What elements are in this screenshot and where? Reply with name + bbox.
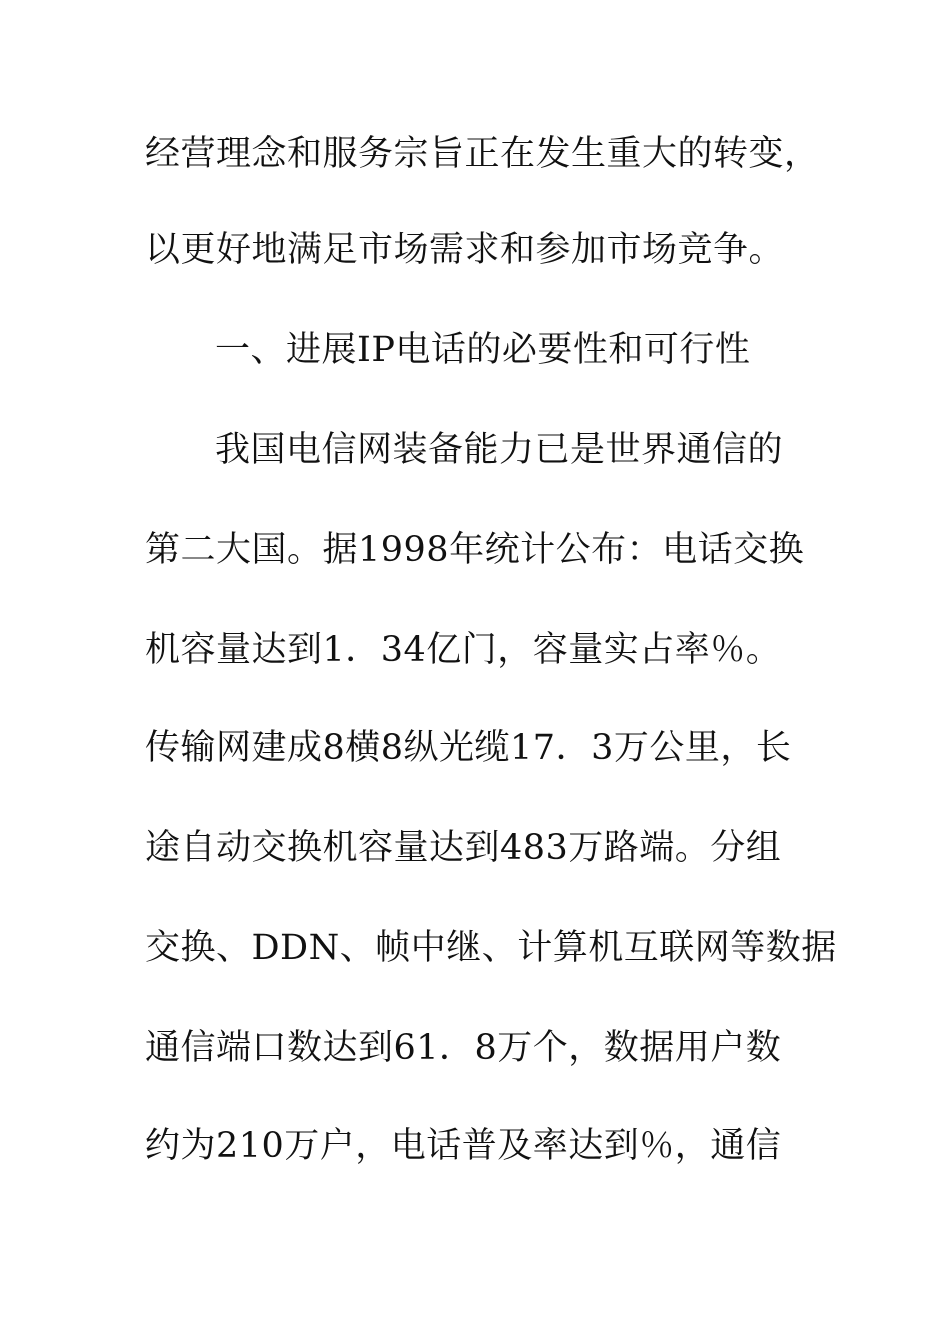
section-heading: 一、进展IP电话的必要性和可行性 (215, 330, 751, 370)
paragraph-line: 第二大国。据1998年统计公布：电话交换 (145, 530, 805, 570)
paragraph-line: 传输网建成8横8纵光缆17．3万公里，长 (145, 728, 792, 768)
paragraph-line: 经营理念和服务宗旨正在发生重大的转变， (145, 134, 820, 174)
paragraph-line: 交换、DDN、帧中继、计算机互联网等数据 (145, 928, 837, 968)
paragraph-line: 约为210万户，电话普及率达到％，通信 (145, 1126, 782, 1166)
paragraph-line: 我国电信网装备能力已是世界通信的 (215, 430, 784, 470)
paragraph-line: 以更好地满足市场需求和参加市场竞争。 (145, 230, 785, 270)
paragraph-line: 途自动交换机容量达到483万路端。分组 (145, 828, 782, 868)
paragraph-line: 机容量达到1．34亿门，容量实占率％。 (145, 630, 782, 670)
paragraph-line: 通信端口数达到61．8万个，数据用户数 (145, 1028, 782, 1068)
